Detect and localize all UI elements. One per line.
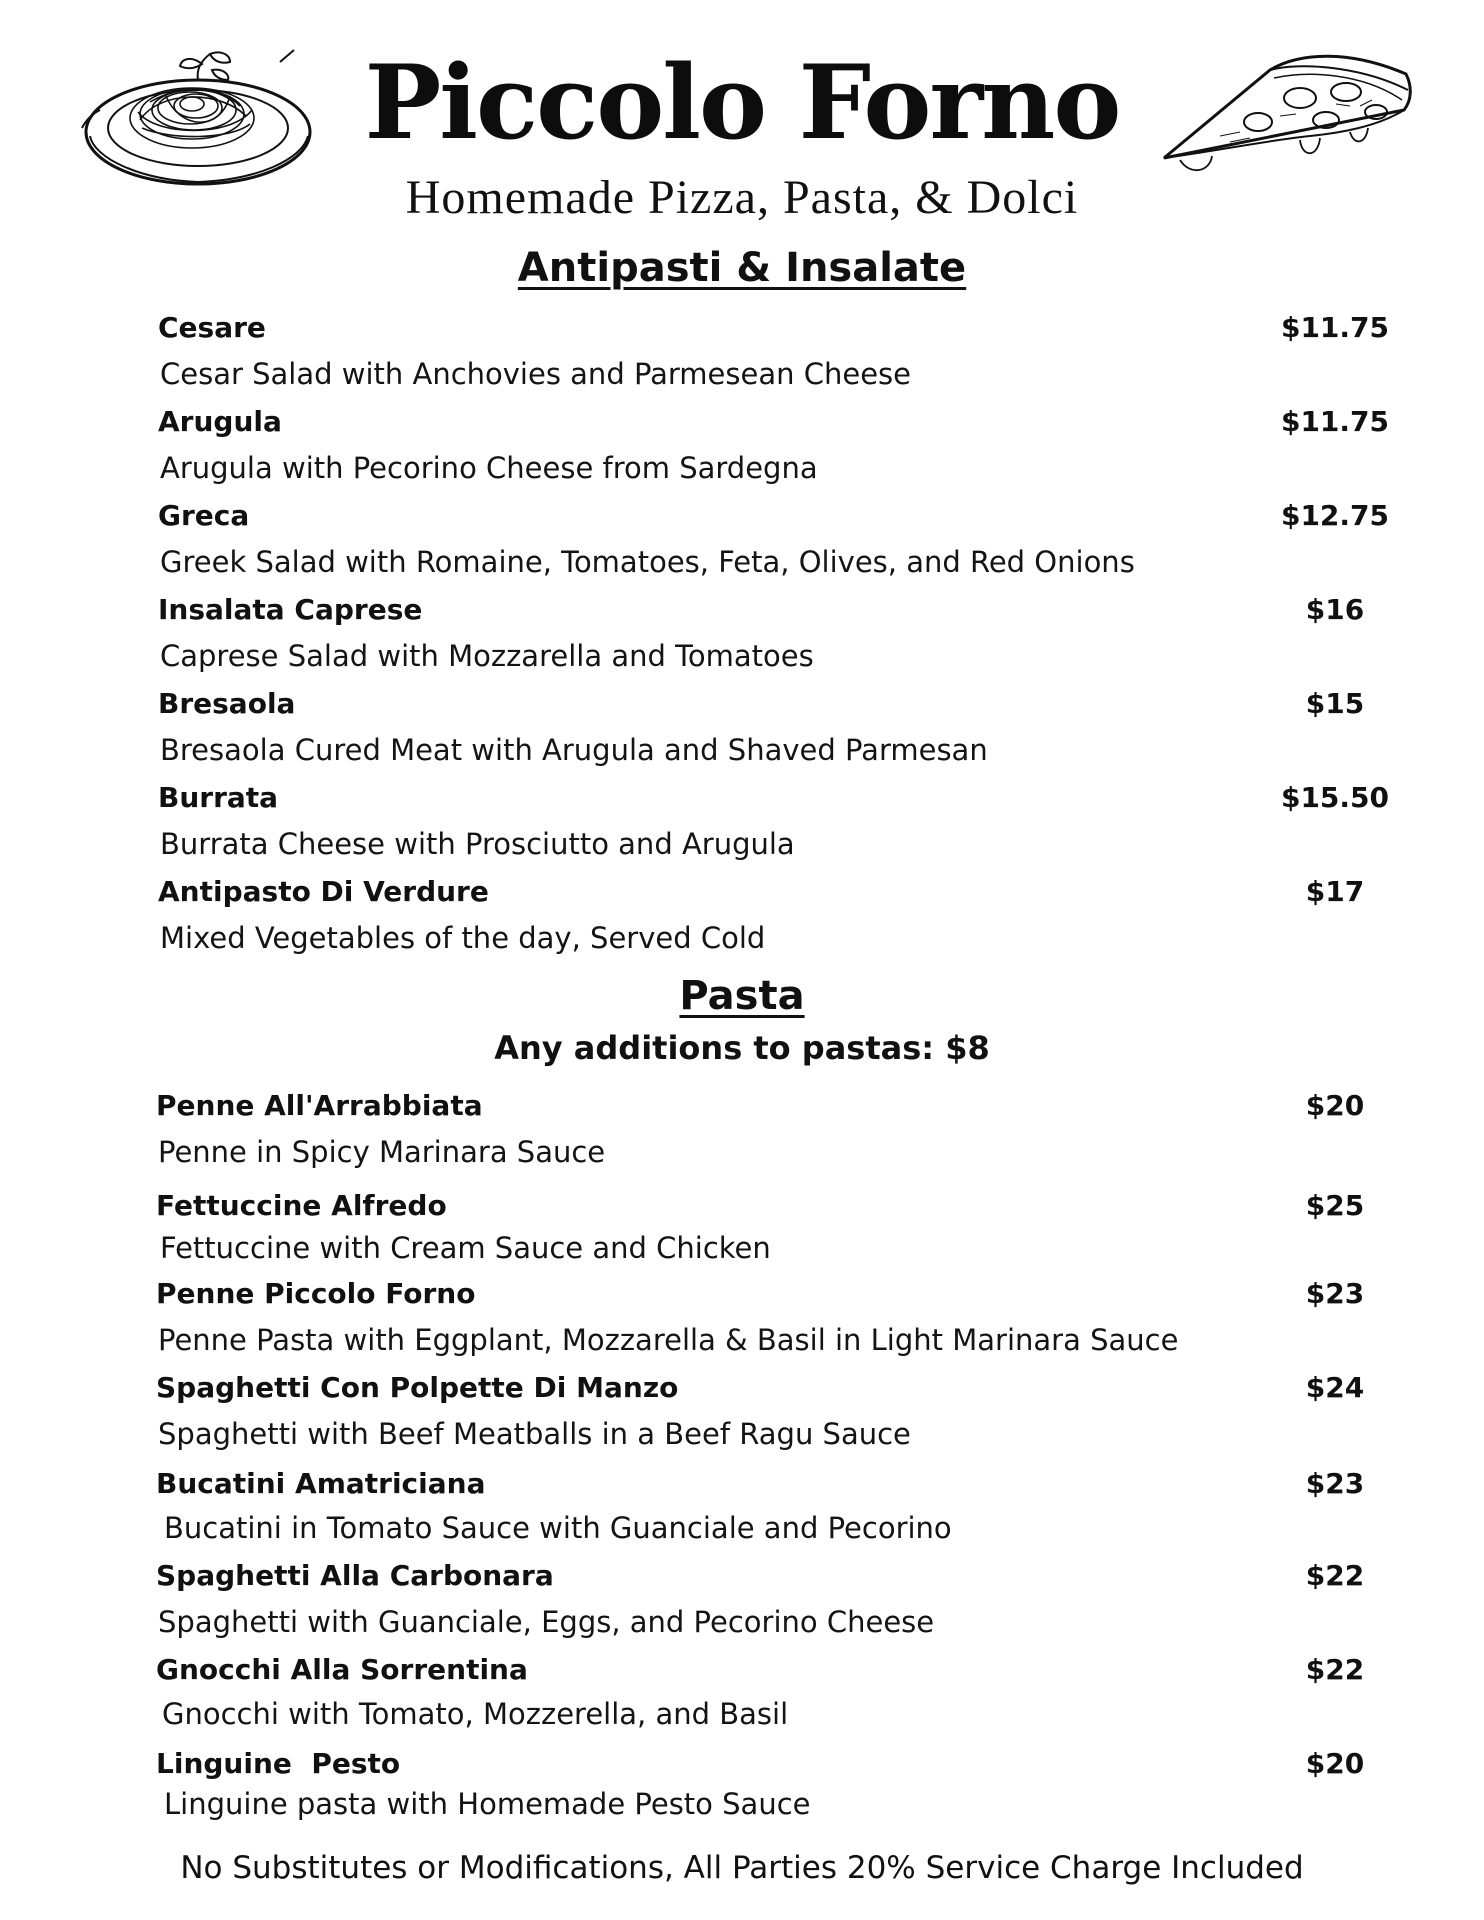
item-description: Cesar Salad with Anchovies and Parmesean Cheese bbox=[160, 357, 911, 391]
item-price: $11.75 bbox=[1280, 405, 1390, 438]
item-price: $22 bbox=[1305, 1559, 1365, 1592]
item-price: $23 bbox=[1305, 1467, 1365, 1500]
item-name: Spaghetti Alla Carbonara bbox=[156, 1559, 554, 1592]
menu-item bbox=[0, 405, 1484, 498]
menu-item bbox=[0, 311, 1484, 404]
restaurant-name: Piccolo Forno bbox=[364, 43, 1120, 163]
item-description: Caprese Salad with Mozzarella and Tomatoes bbox=[160, 639, 814, 673]
item-description: Bresaola Cured Meat with Arugula and Shaved Parmesan bbox=[160, 733, 988, 767]
item-price: $23 bbox=[1305, 1277, 1365, 1310]
item-price: $25 bbox=[1305, 1189, 1365, 1222]
item-description: Arugula with Pecorino Cheese from Sardegna bbox=[160, 451, 818, 485]
item-price: $11.75 bbox=[1280, 311, 1390, 344]
menu-item bbox=[0, 781, 1484, 874]
menu-item bbox=[0, 499, 1484, 592]
item-price: $22 bbox=[1305, 1653, 1365, 1686]
item-name: Linguine Pesto bbox=[156, 1747, 401, 1780]
item-price: $15.50 bbox=[1280, 781, 1390, 814]
menu-item bbox=[0, 1277, 1484, 1370]
menu-item bbox=[0, 1089, 1484, 1182]
menu-item bbox=[0, 1371, 1484, 1464]
menu-item bbox=[0, 687, 1484, 780]
item-description: Spaghetti with Guanciale, Eggs, and Pecorino Cheese bbox=[158, 1605, 935, 1639]
item-name: Gnocchi Alla Sorrentina bbox=[156, 1653, 528, 1686]
item-name: Spaghetti Con Polpette Di Manzo bbox=[156, 1371, 679, 1404]
menu-item bbox=[0, 1189, 1484, 1282]
pizza-slice-icon bbox=[1150, 40, 1430, 190]
menu-item bbox=[0, 1747, 1484, 1840]
menu-item bbox=[0, 875, 1484, 968]
menu-item bbox=[0, 1653, 1484, 1746]
section-heading-pasta: Pasta bbox=[679, 973, 805, 1019]
menu-item bbox=[0, 1559, 1484, 1652]
item-price: $15 bbox=[1305, 687, 1365, 720]
item-name: Bucatini Amatriciana bbox=[156, 1467, 486, 1500]
item-description: Gnocchi with Tomato, Mozzerella, and Basil bbox=[162, 1697, 789, 1731]
item-name: Bresaola bbox=[158, 687, 296, 720]
item-description: Penne in Spicy Marinara Sauce bbox=[158, 1135, 606, 1169]
item-name: Arugula bbox=[158, 405, 282, 438]
item-name: Fettuccine Alfredo bbox=[156, 1189, 447, 1222]
menu-item bbox=[0, 1467, 1484, 1560]
item-name: Insalata Caprese bbox=[158, 593, 423, 626]
restaurant-tagline: Homemade Pizza, Pasta, & Dolci bbox=[405, 171, 1079, 224]
item-name: Greca bbox=[158, 499, 250, 532]
item-description: Spaghetti with Beef Meatballs in a Beef Ragu Sauce bbox=[158, 1417, 911, 1451]
item-price: $16 bbox=[1305, 593, 1365, 626]
item-description: Greek Salad with Romaine, Tomatoes, Feta, Olives, and Red Onions bbox=[160, 545, 1135, 579]
item-description: Burrata Cheese with Prosciutto and Arugula bbox=[160, 827, 795, 861]
item-name: Penne All'Arrabbiata bbox=[156, 1089, 483, 1122]
item-price: $20 bbox=[1305, 1747, 1365, 1780]
item-description: Linguine pasta with Homemade Pesto Sauce bbox=[164, 1787, 811, 1821]
item-name: Penne Piccolo Forno bbox=[156, 1277, 476, 1310]
service-policy-note: No Substitutes or Modifications, All Parties 20% Service Charge Included bbox=[180, 1850, 1304, 1886]
item-name: Burrata bbox=[158, 781, 279, 814]
item-description: Penne Pasta with Eggplant, Mozzarella & Basil in Light Marinara Sauce bbox=[158, 1323, 1179, 1357]
menu-item bbox=[0, 593, 1484, 686]
item-price: $20 bbox=[1305, 1089, 1365, 1122]
item-name: Antipasto Di Verdure bbox=[158, 875, 489, 908]
item-description: Bucatini in Tomato Sauce with Guanciale and Pecorino bbox=[164, 1511, 952, 1545]
item-name: Cesare bbox=[158, 311, 266, 344]
item-price: $17 bbox=[1305, 875, 1365, 908]
item-price: $24 bbox=[1305, 1371, 1365, 1404]
item-description: Mixed Vegetables of the day, Served Cold bbox=[160, 921, 766, 955]
section-note: Any additions to pastas: $8 bbox=[494, 1029, 990, 1067]
menu-header bbox=[0, 0, 1484, 240]
section-heading-antipasti: Antipasti & Insalate bbox=[517, 245, 967, 291]
item-description: Fettuccine with Cream Sauce and Chicken bbox=[160, 1231, 771, 1265]
item-price: $12.75 bbox=[1280, 499, 1390, 532]
